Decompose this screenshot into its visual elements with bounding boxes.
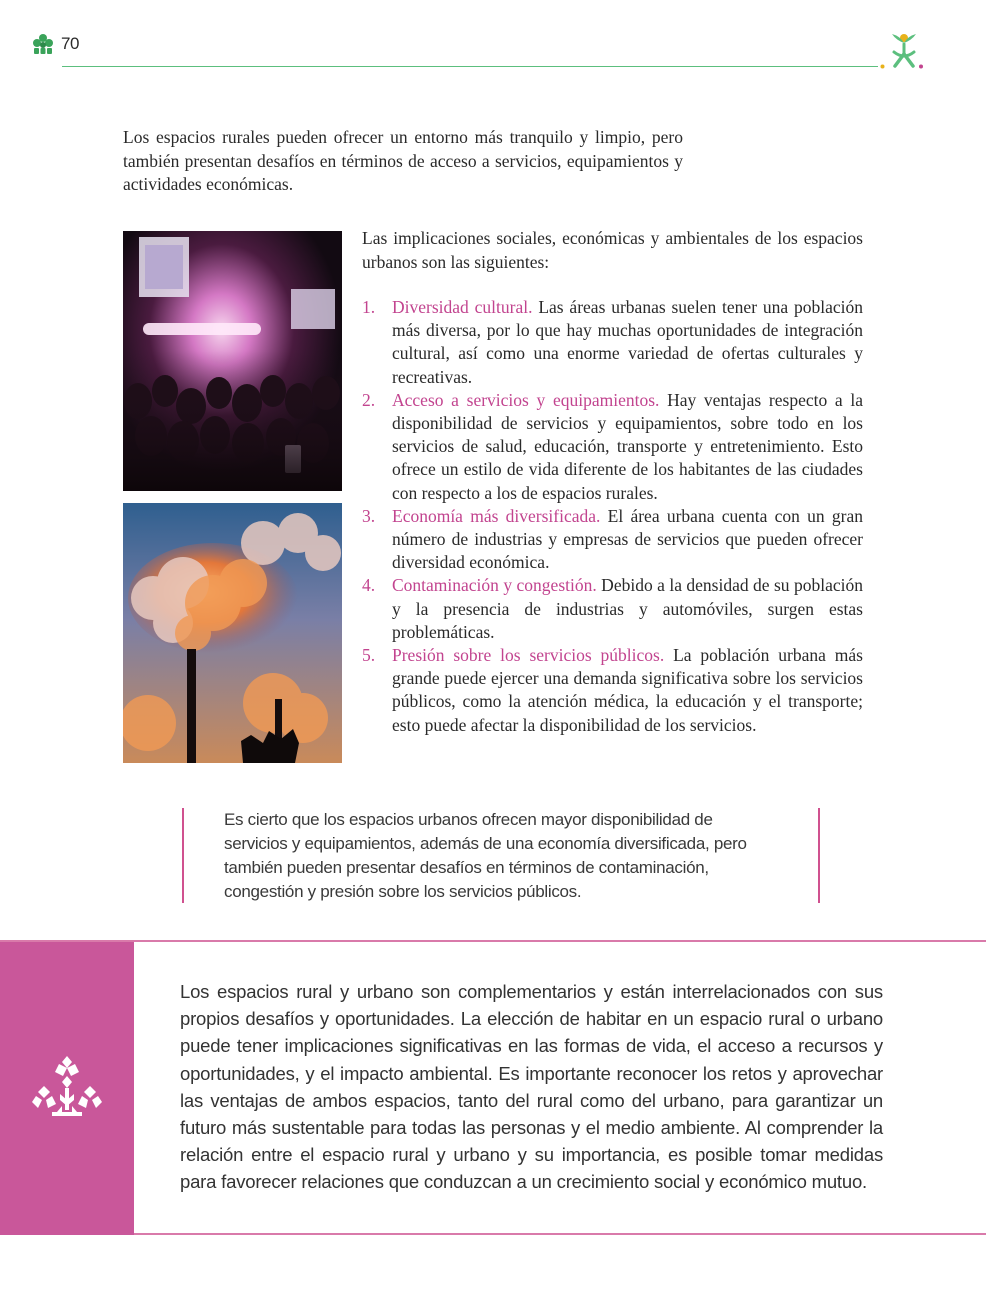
implications-list xyxy=(362,296,863,737)
list-item-title: Presión sobre los servicios públicos. xyxy=(392,645,665,666)
intro-paragraph: Los espacios rurales pueden ofrecer un entorno más tranquilo y limpio, pero también presentan desafíos en términos de acceso a servicios, equipamientos y actividades económicas. xyxy=(123,127,683,194)
list-item-number: 3. xyxy=(362,505,376,526)
list-item-text: El área urbana cuenta con un gran número de industrias y empresas de servicios que pueden ofrecer diversidad económica. xyxy=(392,505,864,573)
list-item xyxy=(362,574,863,644)
callout-text: Es cierto que los espacios urbanos ofrecen mayor disponibilidad de servicios y equipamientos, además de una economía diversificada, pero también pueden presentar desafíos en términos de contaminación, congestión y presión sobre los servicios públicos. xyxy=(224,810,747,901)
page-number: 70 xyxy=(61,34,79,53)
header-rule xyxy=(62,66,878,67)
smokestack-image xyxy=(123,503,342,763)
list-item-number: 2. xyxy=(362,389,376,410)
concert-crowd-photo xyxy=(123,231,342,491)
callout-left-bar xyxy=(182,808,184,903)
list-item-text: Las áreas urbanas suelen tener una población más diversa, por lo que hay muchas oportunidades de integración cultural, así como una enorme variedad de ofertas culturales y recreativas. xyxy=(392,297,864,387)
list-item xyxy=(362,389,863,505)
closing-bottom-rule xyxy=(134,1233,986,1235)
list-item-number: 5. xyxy=(362,645,376,666)
list-item-text: Hay ventajas respecto a la disponibilidad de servicios y equipamientos, sobre todo en los servicios de salud, educación, transporte y entretenimiento. Esto ofrece un estilo de vida diferente de los habitantes de las ciudades con respecto a los de espacios rurales. xyxy=(392,389,863,503)
list-item-title: Acceso a servicios y equipamientos. xyxy=(392,389,660,410)
smokestack-pollution-photo xyxy=(123,503,342,763)
list-item-title: Economía más diversificada. xyxy=(392,505,601,526)
list-item-number: 1. xyxy=(362,297,376,317)
list-item xyxy=(362,505,863,575)
list-item xyxy=(362,296,863,389)
concert-crowd-image xyxy=(123,231,342,491)
green-flower-icon xyxy=(31,33,55,55)
page-header xyxy=(0,0,986,80)
implications-lead: Las implicaciones sociales, económicas y ambientales de los espacios urbanos son las siguientes: xyxy=(362,228,863,272)
header-dots xyxy=(880,64,924,69)
list-item-title: Diversidad cultural. xyxy=(392,297,533,317)
list-item-title: Contaminación y congestión. xyxy=(392,575,597,596)
callout-right-bar xyxy=(818,808,820,903)
closing-top-rule xyxy=(0,940,986,942)
list-item-number: 4. xyxy=(362,575,376,596)
list-item-text: Debido a la densidad de su población y la presencia de industrias y automóviles, surgen estas problemáticas. xyxy=(392,575,863,642)
closing-paragraph: Los espacios rural y urbano son complementarios y están interrelacionados con sus propios desafíos y oportunidades. La elección de habitar en un espacio rural o urbano puede tener implicaciones significativas en las formas de vida, el acceso a recursos y oportunidades, y el impacto ambiental. Es importante reconocer los retos y aprovechar las ventajas de ambos espacios, tanto del rural como del urbano, para garantizar un futuro más sustentable para todas las personas y el medio ambiente. Al comprender la relación entre el espacio rural y urbano y su importancia, es posible tomar medidas para favorecer relaciones que conduzcan a un crecimiento social y económico mutuo. xyxy=(180,981,883,1193)
white-embroidery-flower-icon xyxy=(32,1054,102,1120)
list-item xyxy=(362,644,863,737)
list-item-text: La población urbana más grande puede ejercer una demanda significativa sobre los servicios públicos, como la atención médica, la educación y el transporte; esto puede afectar la disponibilidad de los servicios. xyxy=(392,645,863,735)
